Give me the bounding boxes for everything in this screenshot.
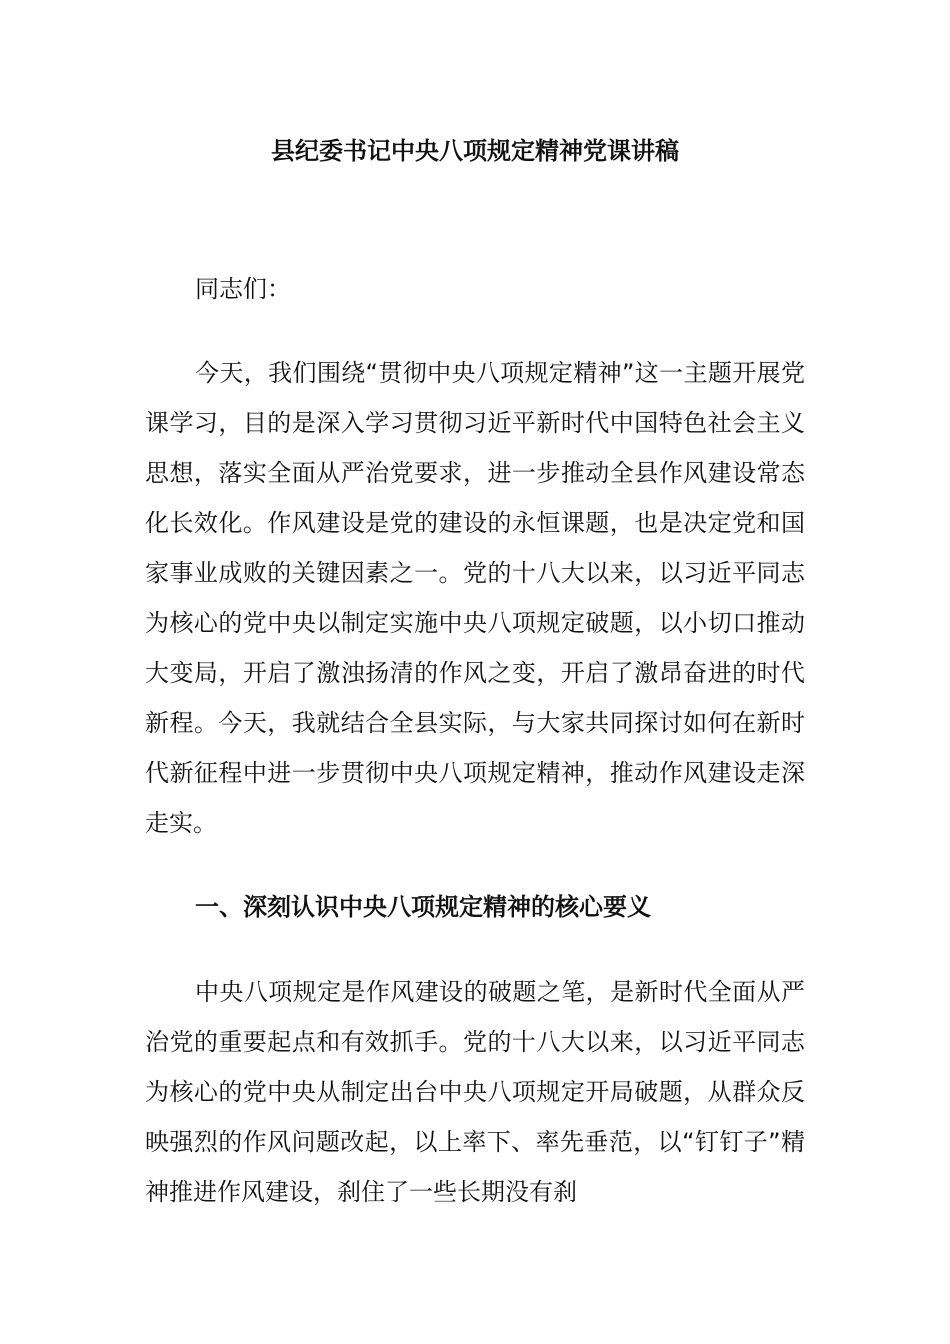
section-heading-1: 一、深刻认识中央八项规定精神的核心要义 xyxy=(195,893,651,921)
document-title: 县纪委书记中央八项规定精神党课讲稿 xyxy=(271,137,679,165)
paragraph-section-1: 中央八项规定是作风建设的破题之笔，是新时代全面从严治党的重要起点和有效抓手。党的十八大以来，以习近平同志为核心的党中央从制定出台中央八项规定开局破题，从群众反映强烈的作风问题改起，以上率下、率先垂范，以“钉钉子”精神推进作风建设，刹住了一些长期没有刹 xyxy=(145,978,805,1206)
paragraph-intro: 今天，我们围绕“贯彻中央八项规定精神”这一主题开展党课学习，目的是深入学习贯彻习近平新时代中国特色社会主义思想，落实全面从严治党要求，进一步推动全县作风建设常态化长效化。作风建设是党的建设的永恒课题，也是决定党和国家事业成败的关键因素之一。党的十八大以来，以习近平同志为核心的党中央以制定实施中央八项规定破题，以小切口推动大变局，开启了激浊扬清的作风之变，开启了激昂奋进的时代新程。今天，我就结合全县实际，与大家共同探讨如何在新时代新征程中进一步贯彻中央八项规定精神，推动作风建设走深走实。 xyxy=(145,359,805,837)
salutation: 同志们： xyxy=(195,275,291,303)
